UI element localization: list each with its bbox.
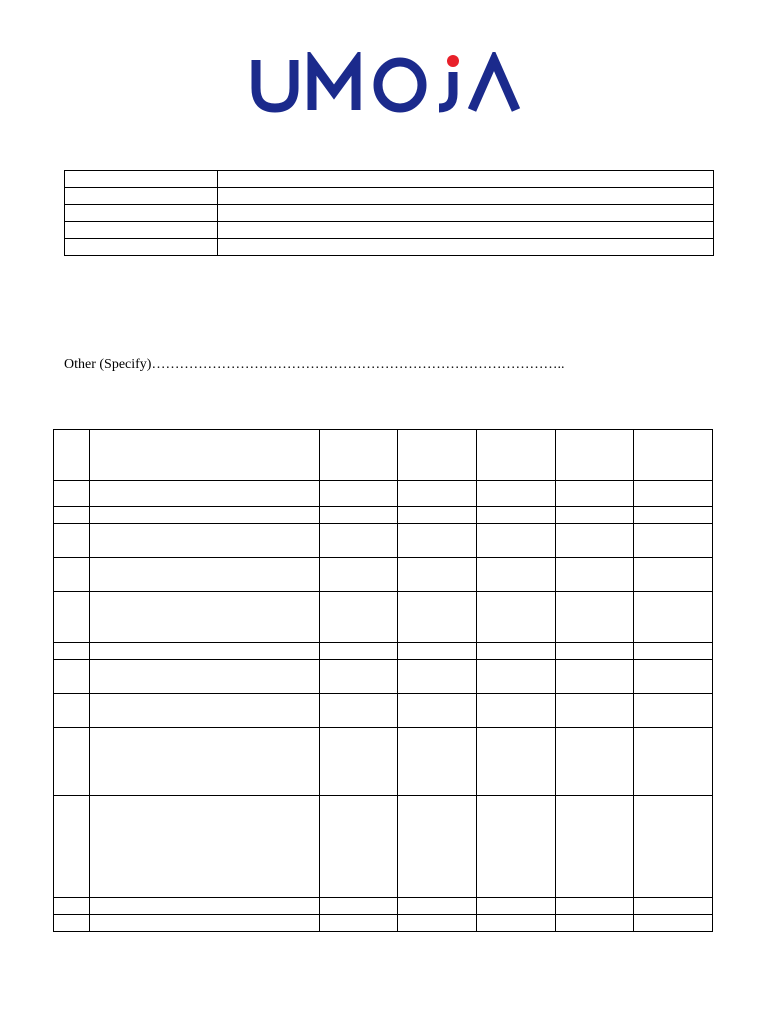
- logo-dot-icon: [447, 55, 459, 67]
- table-cell: [90, 660, 320, 694]
- table-row: [54, 643, 713, 660]
- table-cell: [398, 481, 477, 507]
- table-cell: [477, 915, 556, 932]
- table-cell: [398, 524, 477, 558]
- table-cell: [634, 915, 713, 932]
- table-cell: [477, 796, 556, 898]
- table-row: [54, 524, 713, 558]
- table-cell: [634, 796, 713, 898]
- table-cell: [556, 643, 634, 660]
- table-cell: [634, 728, 713, 796]
- table-cell: [556, 430, 634, 481]
- table-cell: [477, 728, 556, 796]
- info-table: [64, 170, 714, 256]
- table-cell: [398, 660, 477, 694]
- table-cell: [398, 728, 477, 796]
- table-row: [65, 188, 714, 205]
- table-cell: [634, 481, 713, 507]
- table-cell: [477, 898, 556, 915]
- table-cell: [320, 524, 398, 558]
- table-cell: [634, 430, 713, 481]
- table-cell: [54, 660, 90, 694]
- table-cell: [398, 430, 477, 481]
- table-row: [65, 205, 714, 222]
- table-cell: [320, 660, 398, 694]
- table-cell: [90, 898, 320, 915]
- table-cell: [54, 592, 90, 643]
- main-grid-table: [53, 429, 713, 932]
- table-cell: [54, 558, 90, 592]
- table-cell: [634, 507, 713, 524]
- table-cell: [477, 430, 556, 481]
- table-cell: [634, 592, 713, 643]
- table-cell: [320, 728, 398, 796]
- table-cell: [556, 558, 634, 592]
- table-row: [54, 796, 713, 898]
- table-cell: [320, 481, 398, 507]
- table-cell: [556, 507, 634, 524]
- table-cell: [477, 507, 556, 524]
- other-specify-label: Other (Specify): [64, 357, 152, 372]
- table-cell: [320, 796, 398, 898]
- table-cell: [90, 507, 320, 524]
- table-cell: [54, 643, 90, 660]
- table-cell: [320, 915, 398, 932]
- table-cell: [634, 643, 713, 660]
- table-cell: [477, 558, 556, 592]
- table-row: [54, 481, 713, 507]
- table-cell: [398, 507, 477, 524]
- table-cell: [398, 796, 477, 898]
- table-row: [54, 660, 713, 694]
- table-cell: [90, 796, 320, 898]
- table-cell: [54, 524, 90, 558]
- table-cell: [556, 660, 634, 694]
- table-row: [54, 915, 713, 932]
- table-cell: [54, 507, 90, 524]
- table-row: [65, 222, 714, 239]
- umoja-logo: [250, 52, 522, 114]
- table-cell: [398, 694, 477, 728]
- table-cell: [477, 524, 556, 558]
- table-cell: [398, 592, 477, 643]
- table-cell: [54, 898, 90, 915]
- table-cell: [556, 694, 634, 728]
- table-cell: [90, 481, 320, 507]
- table-row: [54, 898, 713, 915]
- table-cell: [320, 592, 398, 643]
- table-cell: [477, 660, 556, 694]
- table-cell: [320, 558, 398, 592]
- table-row: [65, 171, 714, 188]
- table-row: [54, 728, 713, 796]
- table-cell: [54, 694, 90, 728]
- table-row: [54, 507, 713, 524]
- table-cell: [90, 915, 320, 932]
- table-cell: [556, 898, 634, 915]
- other-specify-leader: ……………………………………………………………………………..: [151, 357, 565, 372]
- table-cell: [634, 694, 713, 728]
- table-cell: [54, 481, 90, 507]
- table-cell: [90, 643, 320, 660]
- table-row: [54, 694, 713, 728]
- table-cell: [90, 430, 320, 481]
- table-cell: [320, 430, 398, 481]
- table-cell: [320, 898, 398, 915]
- table-cell: [398, 915, 477, 932]
- table-cell: [320, 643, 398, 660]
- table-row: [54, 592, 713, 643]
- table-cell: [556, 796, 634, 898]
- table-cell: [634, 660, 713, 694]
- table-cell: [556, 592, 634, 643]
- table-row: [54, 430, 713, 481]
- table-row: [65, 239, 714, 256]
- table-cell: [477, 592, 556, 643]
- table-cell: [634, 558, 713, 592]
- table-cell: [320, 507, 398, 524]
- table-cell: [477, 694, 556, 728]
- table-cell: [320, 694, 398, 728]
- table-cell: [634, 898, 713, 915]
- table-cell: [54, 430, 90, 481]
- table-cell: [398, 898, 477, 915]
- table-cell: [398, 558, 477, 592]
- table-row: [54, 558, 713, 592]
- table-cell: [90, 558, 320, 592]
- table-cell: [54, 728, 90, 796]
- table-cell: [90, 524, 320, 558]
- table-cell: [634, 524, 713, 558]
- table-cell: [90, 592, 320, 643]
- table-cell: [90, 694, 320, 728]
- table-cell: [54, 796, 90, 898]
- table-cell: [556, 524, 634, 558]
- table-cell: [556, 728, 634, 796]
- other-specify-line: [64, 356, 564, 374]
- table-cell: [398, 643, 477, 660]
- table-cell: [556, 481, 634, 507]
- table-cell: [556, 915, 634, 932]
- table-cell: [477, 481, 556, 507]
- table-cell: [477, 643, 556, 660]
- table-cell: [54, 915, 90, 932]
- table-cell: [90, 728, 320, 796]
